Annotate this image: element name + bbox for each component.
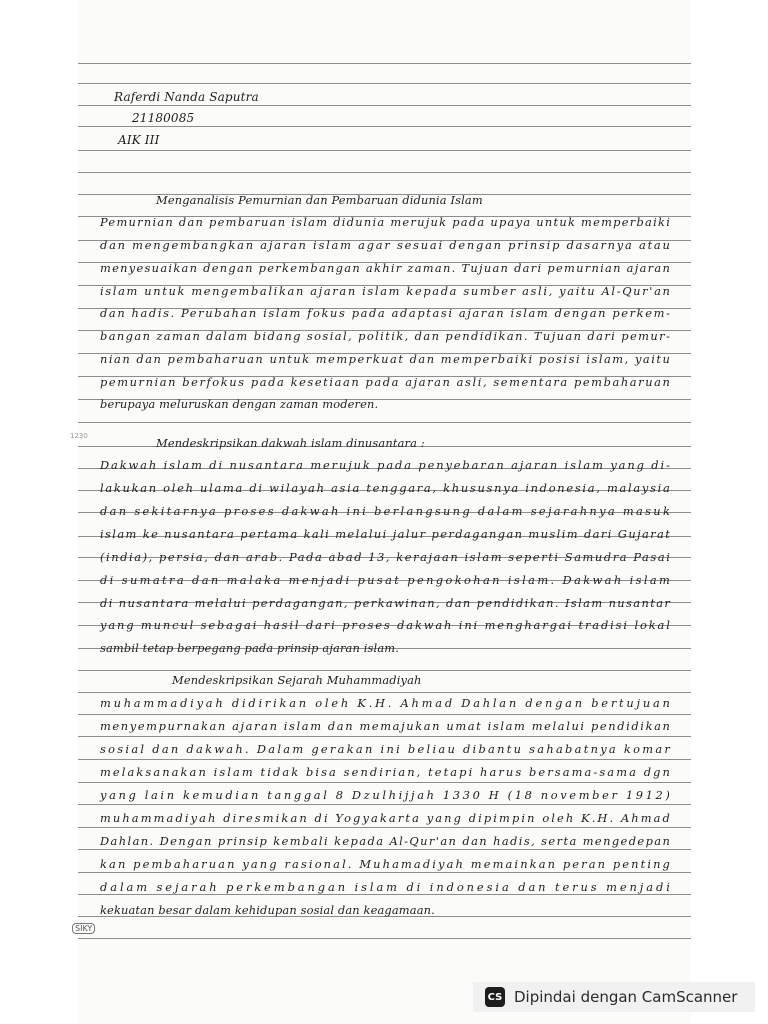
text-line: kekuatan besar dalam kehidupan sosial dan keagamaan. xyxy=(100,903,435,917)
class-label: AIK III xyxy=(118,133,160,147)
text-line: muhammadiyah didirikan oleh K.H. Ahmad Dahlan dengan bertujuan xyxy=(100,696,673,710)
ruled-line xyxy=(78,782,691,783)
text-line: menyesuaikan dengan perkembangan akhir zaman. Tujuan dari pemurnian ajaran xyxy=(100,261,672,275)
text-line: dalam sejarah perkembangan islam di indonesia dan terus menjadi xyxy=(100,880,673,894)
text-line: yang lain kemudian tanggal 8 Dzulhijjah 1330 H (18 november 1912) xyxy=(100,788,673,802)
edge-mark: 1230 xyxy=(70,432,88,440)
ruled-line xyxy=(78,126,691,127)
ruled-line xyxy=(78,63,691,64)
ruled-line xyxy=(78,804,691,805)
ruled-line xyxy=(78,105,691,106)
author-name: Raferdi Nanda Saputra xyxy=(114,90,259,104)
ruled-line xyxy=(78,849,691,850)
text-line: Dahlan. Dengan prinsip kembali kepada Al-Qur'an dan hadis, serta mengedepan xyxy=(100,834,672,848)
section-heading: Menganalisis Pemurnian dan Pembaruan didunia Islam xyxy=(156,193,483,207)
text-line: di nusantara melalui perdagangan, perkawinan, dan pendidikan. Islam nusantar xyxy=(100,596,672,610)
section-heading: Mendeskripsikan Sejarah Muhammadiyah xyxy=(172,673,422,687)
section-heading: Mendeskripsikan dakwah islam dinusantara : xyxy=(156,436,425,450)
text-line: sambil tetap berpegang pada prinsip ajaran islam. xyxy=(100,641,399,655)
camscanner-label: Dipindai dengan CamScanner xyxy=(514,988,738,1006)
notebook-page xyxy=(70,0,691,1024)
ruled-line xyxy=(78,83,691,84)
text-line: Dakwah islam di nusantara merujuk pada penyebaran ajaran islam yang di- xyxy=(100,458,672,472)
text-line: islam ke nusantara pertama kali melalui jalur perdagangan muslim dari Gujarat xyxy=(100,527,672,541)
text-line: sosial dan dakwah. Dalam gerakan ini beliau dibantu sahabatnya komar xyxy=(100,742,673,756)
ruled-line xyxy=(78,172,691,173)
text-line: muhammadiyah diresmikan di Yogyakarta yang dipimpin oleh K.H. Ahmad xyxy=(100,811,672,825)
text-line: lakukan oleh ulama di wilayah asia tenggara, khususnya indonesia, malaysia xyxy=(100,481,672,495)
text-line: (india), persia, dan arab. Pada abad 13, kerajaan islam seperti Samudra Pasai xyxy=(100,550,672,564)
camscanner-badge xyxy=(473,982,755,1012)
ruled-line xyxy=(78,736,691,737)
text-line: nian dan pembaharuan untuk memperkuat dan memperbaiki posisi islam, yaitu xyxy=(100,352,672,366)
ruled-line xyxy=(78,872,691,873)
text-line: di sumatra dan malaka menjadi pusat pengokohan islam. Dakwah islam xyxy=(100,573,673,587)
text-line: berupaya meluruskan dengan zaman moderen. xyxy=(100,397,379,411)
ruled-line xyxy=(78,938,691,939)
text-line: Pemurnian dan pembaruan islam didunia merujuk pada upaya untuk memperbaiki xyxy=(100,215,672,229)
text-line: pemurnian berfokus pada kesetiaan pada ajaran asli, sementara pembaharuan xyxy=(100,375,672,389)
ruled-line xyxy=(78,670,691,671)
text-line: kan pembaharuan yang rasional. Muhamadiyah memainkan peran penting xyxy=(100,857,672,871)
ruled-line xyxy=(78,422,691,423)
text-line: melaksanakan islam tidak bisa sendirian, tetapi harus bersama-sama dgn xyxy=(100,765,672,779)
ruled-line xyxy=(78,759,691,760)
text-line: dan hadis. Perubahan islam fokus pada adaptasi ajaran islam dengan perkem- xyxy=(100,306,672,320)
ruled-line xyxy=(78,692,691,693)
student-id: 21180085 xyxy=(132,111,195,125)
text-line: islam untuk mengembalikan ajaran islam kepada sumber asli, yaitu Al-Qur'an xyxy=(100,284,672,298)
ruled-line xyxy=(78,827,691,828)
margin-note: SIKY xyxy=(72,923,95,934)
text-line: bangan zaman dalam bidang sosial, politik, dan pendidikan. Tujuan dari pemur- xyxy=(100,329,672,343)
text-line: yang muncul sebagai hasil dari proses dakwah ini menghargai tradisi lokal xyxy=(100,618,672,632)
text-line: dan mengembangkan ajaran islam agar sesuai dengan prinsip dasarnya atau xyxy=(100,238,672,252)
ruled-line xyxy=(78,150,691,151)
text-line: dan sekitarnya proses dakwah ini berlangsung dalam sejarahnya masuk xyxy=(100,504,673,518)
ruled-line xyxy=(78,894,691,895)
ruled-line xyxy=(78,714,691,715)
text-line: menyempurnakan ajaran islam dan memajukan umat islam melalui pendidikan xyxy=(100,719,672,733)
camscanner-logo-icon: CS xyxy=(485,987,505,1007)
